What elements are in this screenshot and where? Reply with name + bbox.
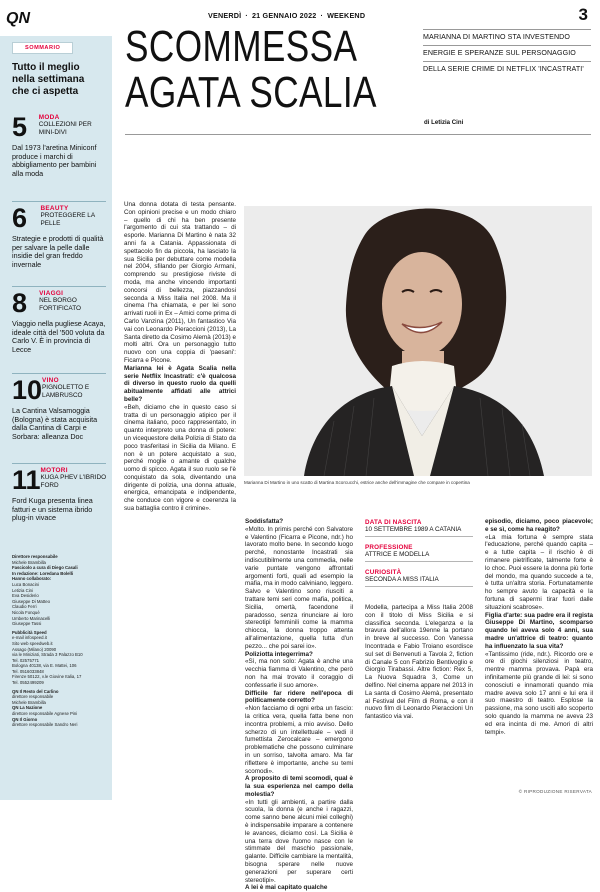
- colophon-line: QN Il Resto del Carlino: [12, 688, 59, 694]
- summary-description: La Cantina Valsamoggia (Bologna) è stata acquisita dalla Cantina di Carpi e Sorbara: alleanza Doc: [12, 406, 98, 441]
- colophon-line: Tel. 0552499209: [12, 680, 44, 686]
- fact-label: DATA DI NASCITA: [365, 519, 422, 526]
- summary-title: PIGNOLETTO E LAMBRUSCO: [42, 384, 90, 399]
- interview-question: Difficile far ridere nell'epoca di politicamente corretto?: [245, 689, 353, 705]
- summary-category: VINO: [42, 377, 59, 384]
- article-paragraph: «Beh, diciamo che in questo caso si tratta di un personaggio atipico per il cinema italiano, poco rappresentato, in quanto interpreto una donna di potere: un vicequestore della Polizia di Stato da poco trasferitasi in Sicilia da Milano. E non è un potere acquistato a suo, perché moglie o amante di qualche uomo di spicco. Agata il suo ruolo se l'è conquistato da sola, diventando una dirigente di polizia, una donna attuale, energica, emancipata e indipendente, che conduce con vigore e coerenza la sua battaglia contro il crimine».: [124, 403, 236, 513]
- qn-logo: [6, 8, 34, 26]
- summary-item: [12, 114, 108, 178]
- colophon-line: direttore responsabile: [12, 694, 54, 700]
- colophon-line: Claudio Ferri: [12, 604, 37, 610]
- colophon-line: Pubblicità Speed: [12, 629, 47, 635]
- interview-question: Marianna lei è Agata Scalia nella serie Netflix Incastrati: c'è qualcosa di diverso in questo ruolo da quelli abitualmente affidati alle attrici belle?: [124, 364, 236, 403]
- article-paragraph: «Tantissimo (ride, ndr.). Ricordo ore e ore di giochi silenziosi in teatro, mentre mamma provava. Papà era infinitamente più grande di lei: si sono conosciuti e innamorati quando mia madre aveva solo 17 anni e lui era il suo maestro di teatro. Esplose la passione, ma sono usciti allo scoperto solo quando la mamma ne aveva 23 ed era incinta di me. Amori di altri tempi».: [485, 650, 593, 736]
- article-column-2: [245, 518, 353, 892]
- article-paragraph: Una donna dotata di testa pensante. Con opinioni precise e un modo chiaro – quello di chi ha ben presente l'argomento di cui sta trattando – di esporle. Marianna Di Martino è nata 32 anni fa a Catania. Appassionata di spettacolo fin da piccola, ha lasciato la sua Sicilia per debuttare come modella nel 2004, sfilando per Giorgio Armani, comprendo su prestigiose riviste di moda, ma anche vincendo importanti concorsi di bellezza, piazzandosi seconda a Miss Italia nel 2008. Ma il cinema l'ha chiamata, e per lei sono arrivati ruoli in Ex – Amici come prima di Carlo Vanzina (2011), Un fantastico Via vai con Leonardo Pieraccioni (2013), La Santa diretto da Cosimo Alemà (2013) e molti altri. Ora un personaggio tutto nuovo con una coppia di 'paesani': Ficarra e Picone.: [124, 201, 237, 364]
- colophon-line: QN Il Giorno: [12, 716, 38, 722]
- interview-question: A lei è mai capitato qualche: [245, 884, 328, 892]
- colophon-line: Sito web speedweb.it: [12, 640, 53, 646]
- summary-item: [12, 463, 108, 523]
- summary-page-number: 8: [12, 288, 28, 318]
- issue-date: 21 GENNAIO 2022: [251, 11, 317, 20]
- interview-question: A proposito di temi scomodi, qual è la sua esperienza nel campo della molestia?: [245, 775, 353, 798]
- deck-line: MARIANNA DI MARTINO STA INVESTENDO: [423, 29, 591, 45]
- colophon-line: Fascicolo a cura di Diego Casali: [12, 565, 78, 571]
- divider: [12, 463, 106, 464]
- article-paragraph: «La mia fortuna è sempre stata l'educazione, perché quando capita – e a tutte capita – il rischio è di rimanere pietrificate, talmente forte è lo choc. Puoi essere la donna più forte del mondo, ma quando succede a te, è tutta un'altra storia. Fortunatamente ho sempre avuto la capacità e la fortuna di sapermi tirar fuori dalle situazioni scabrose».: [485, 533, 593, 611]
- summary-title: COLLEZIONI PER MINI-DIVI: [38, 121, 92, 136]
- article-paragraph: «Non facciamo di ogni erba un fascio: la critica vera, quella fatta bene non incontra problemi, a mio avviso. Dello scherzo di un intellettuale – vedi il fumettista Zerocalcare – emergono problematiche che possono culminare in un sorriso, talvolta amaro. Ma far riflettere è importante, anche su temi scomodi».: [245, 705, 353, 775]
- portrait-photo: [244, 206, 592, 476]
- summary-sidebar: [0, 36, 112, 800]
- deck-line: DELLA SERIE CRIME DI NETFLIX 'INCASTRATI': [423, 61, 591, 77]
- fact-label: PROFESSIONE: [365, 544, 413, 551]
- colophon-line: Firenze 50122, v.le Giovine Italia, 17: [12, 674, 82, 680]
- colophon-line: Michele Brambilla: [12, 699, 46, 705]
- colophon-line: Luca Bonacini: [12, 581, 39, 587]
- fact-label: CURIOSITÀ: [365, 569, 402, 576]
- colophon-line: Tel. 02575771: [12, 657, 39, 663]
- summary-intro: Tutto il meglio nella settimana che ci aspetta: [12, 62, 85, 97]
- summary-tab: SOMMARIO: [12, 42, 73, 54]
- summary-description: Strategie e prodotti di qualità per salvare la pelle dalle insidie del gran freddo invernale: [12, 234, 104, 269]
- article-paragraph: «In tutti gli ambienti, a partire dalla scuola, la donna (e anche i ragazzi, come sanno bene alcuni miei colleghi) è indispensabile imparare a contenere le avances, diciamo così. La Sicilia è una terra dove l'uomo nasce con le stimmate del maschio passionale, galante. Difficile cambiare la mentalità, bisogna sperare nelle nuove generazioni per superare certi stereotipi».: [245, 798, 353, 884]
- summary-title: NEL BORGO FORTIFICATO: [39, 297, 81, 312]
- article-column-4: [485, 518, 593, 736]
- colophon-line: Nicola Fonquè: [12, 609, 40, 615]
- photo-caption: Marianna Di Martino in uno scatto di Martina Scorcucchi, estrice anche dell'immagine che compare in copertina: [244, 480, 470, 485]
- page-number: 3: [578, 5, 588, 24]
- colophon-line: Tel. 0516033848: [12, 668, 44, 674]
- colophon-line: Eva Desiderio: [12, 593, 39, 599]
- fact-profession: [365, 544, 473, 562]
- colophon-line: direttore responsabile Sandro Neri: [12, 722, 78, 728]
- article-headline: [125, 24, 377, 116]
- summary-category: MOTORI: [40, 467, 68, 474]
- summary-page-number: 6: [12, 203, 28, 233]
- fact-birth: [365, 519, 473, 537]
- headline-line-2: AGATA SCALIA: [125, 68, 377, 117]
- colophon-line: Hanno collaborato:: [12, 576, 52, 582]
- fact-box: [365, 519, 473, 594]
- colophon: [12, 554, 108, 728]
- divider: [12, 201, 106, 202]
- article-deck: [423, 29, 591, 77]
- divider: [365, 536, 473, 537]
- dateline: VENERDÌ · 21 GENNAIO 2022 · WEEKEND: [208, 11, 366, 20]
- interview-question: episodio, diciamo, poco piacevole; e se sì, come ha reagito?: [485, 518, 593, 533]
- colophon-line: QN La Nazione: [12, 705, 43, 711]
- divider: [365, 561, 473, 562]
- fact-curiosity: [365, 569, 473, 587]
- interview-question: Figlia d'arte: sua padre era il regista Giuseppe Di Martino, scomparso quando lei aveva solo 4 anni, sua madre un'attrice di teatro: quanto ha influenzato la sua vita?: [485, 611, 593, 650]
- summary-category: MODA: [38, 114, 60, 121]
- section-name: WEEKEND: [327, 11, 366, 20]
- summary-page-number: 10: [12, 375, 43, 405]
- fact-value: ATTRICE E MODELLA: [365, 551, 430, 558]
- svg-text:QN: QN: [6, 10, 30, 27]
- summary-category: VIAGGI: [39, 290, 64, 297]
- summary-title: KUGA PHEV L'IBRIDO FORD: [40, 474, 107, 489]
- bio-paragraph: Modella, partecipa a Miss Italia 2008 con il titolo di Miss Sicilia e si classifica seconda. L'eleganza e la bravura dell'allora 19enne la portano in breve al successo. Con Vanessa Incontrada e Fabio Troiano esordisce sul set di Benvenuti a Tavola 2, fiction di Canale 5 con Fabrizio Bentivoglio e Giorgio Tirabassi. Altre fiction: Rex 5, La Nuova Squadra 3, Come un delfino. Nel cinema appare nel 2013 in La santa di Cosimo Alemà, presentato al Festival del Film di Roma, e con il nuovo film di Leonardo Pieraccioni Un fantastico via vai.: [365, 604, 473, 721]
- divider: [12, 286, 106, 287]
- article-paragraph: «Sì, ma non solo: Agata è anche una vecchia fiamma di Valentino, che però non ha mai trovato il coraggio di confessarle il suo amore».: [245, 658, 353, 689]
- summary-description: Dal 1973 l'aretina Miniconf produce i marchi di abbigliamento per bambini alla moda: [12, 143, 97, 178]
- summary-description: Viaggio nella pugliese Acaya, ideale città del '500 voluta da Carlo V. È in provincia di Lecce: [12, 319, 106, 354]
- colophon-line: Letizia Cini: [12, 587, 34, 593]
- summary-page-number: 5: [12, 112, 28, 142]
- colophon-line: Assago (Milano) 20090: [12, 646, 57, 652]
- interview-question: Poliziotta integerrima?: [245, 650, 313, 658]
- divider: [365, 586, 473, 587]
- article-column-3: [365, 604, 473, 721]
- colophon-line: In redazione: Loredana Bolelli: [12, 570, 74, 576]
- summary-title: PROTEGGERE LA PELLE: [40, 212, 95, 227]
- byline: di Letizia Cini: [424, 119, 464, 126]
- summary-description: Ford Kuga presenta linea fatturi e un sistema ibrido plug-in vivace: [12, 496, 93, 523]
- fact-value: SECONDA A MISS ITALIA: [365, 576, 439, 583]
- colophon-line: Bologna 40138, via E. Mattei, 106: [12, 663, 77, 669]
- colophon-line: Umberto Marinacelli: [12, 615, 51, 621]
- summary-category: BEAUTY: [40, 205, 69, 212]
- summary-item: [12, 373, 108, 441]
- article-paragraph: «Molto. In primis perché con Salvatore e Valentino (Ficarra e Picone, ndr.) ho lavorato molto bene. In secondo luogo perché, nonostante Incastrati sia indiscutibilmente una commedia, nelle varie puntate vengono affrontati argomenti forti, quali ad esempio la mafia, ma in modo calviniano, leggero. Salvo e Valentino sono riusciti a trattare temi seri come mafia, politica, Sicilia, omertà, facendone il paradosso, senza rinunciare ai loro stereotipi femminili come la mamma chiocca, la donna troppo attenta all'alimentazione, quella tutta d'un pezzo... che poi sarei io».: [245, 525, 353, 650]
- article-column-1: [124, 201, 236, 513]
- summary-item: [12, 201, 108, 269]
- fact-value: 10 SETTEMBRE 1989 A CATANIA: [365, 526, 462, 533]
- summary-item: [12, 286, 108, 354]
- divider: [125, 134, 591, 135]
- colophon-line: Giuseppe Di Matteo: [12, 598, 50, 604]
- colophon-line: e-mail infospeed.it: [12, 635, 47, 641]
- interview-question: Soddisfatta?: [245, 518, 284, 525]
- divider: [12, 373, 106, 374]
- colophon-line: direttore responsabile Agnese Pini: [12, 711, 78, 717]
- weekday: VENERDÌ: [208, 11, 242, 20]
- headline-line-1: SCOMMESSA: [125, 22, 358, 71]
- colophon-line: via le Miniziati, Strada 3 Palazzo B10: [12, 652, 83, 658]
- summary-page-number: 11: [12, 465, 41, 495]
- copyright-notice: © RIPRODUZIONE RISERVATA: [518, 789, 592, 794]
- colophon-line: Giuseppe Tassi: [12, 621, 42, 627]
- deck-line: ENERGIE E SPERANZE SUL PERSONAGGIO: [423, 45, 591, 61]
- colophon-line: Michele Brambilla: [12, 559, 46, 565]
- colophon-line: Direttore responsabile: [12, 554, 58, 559]
